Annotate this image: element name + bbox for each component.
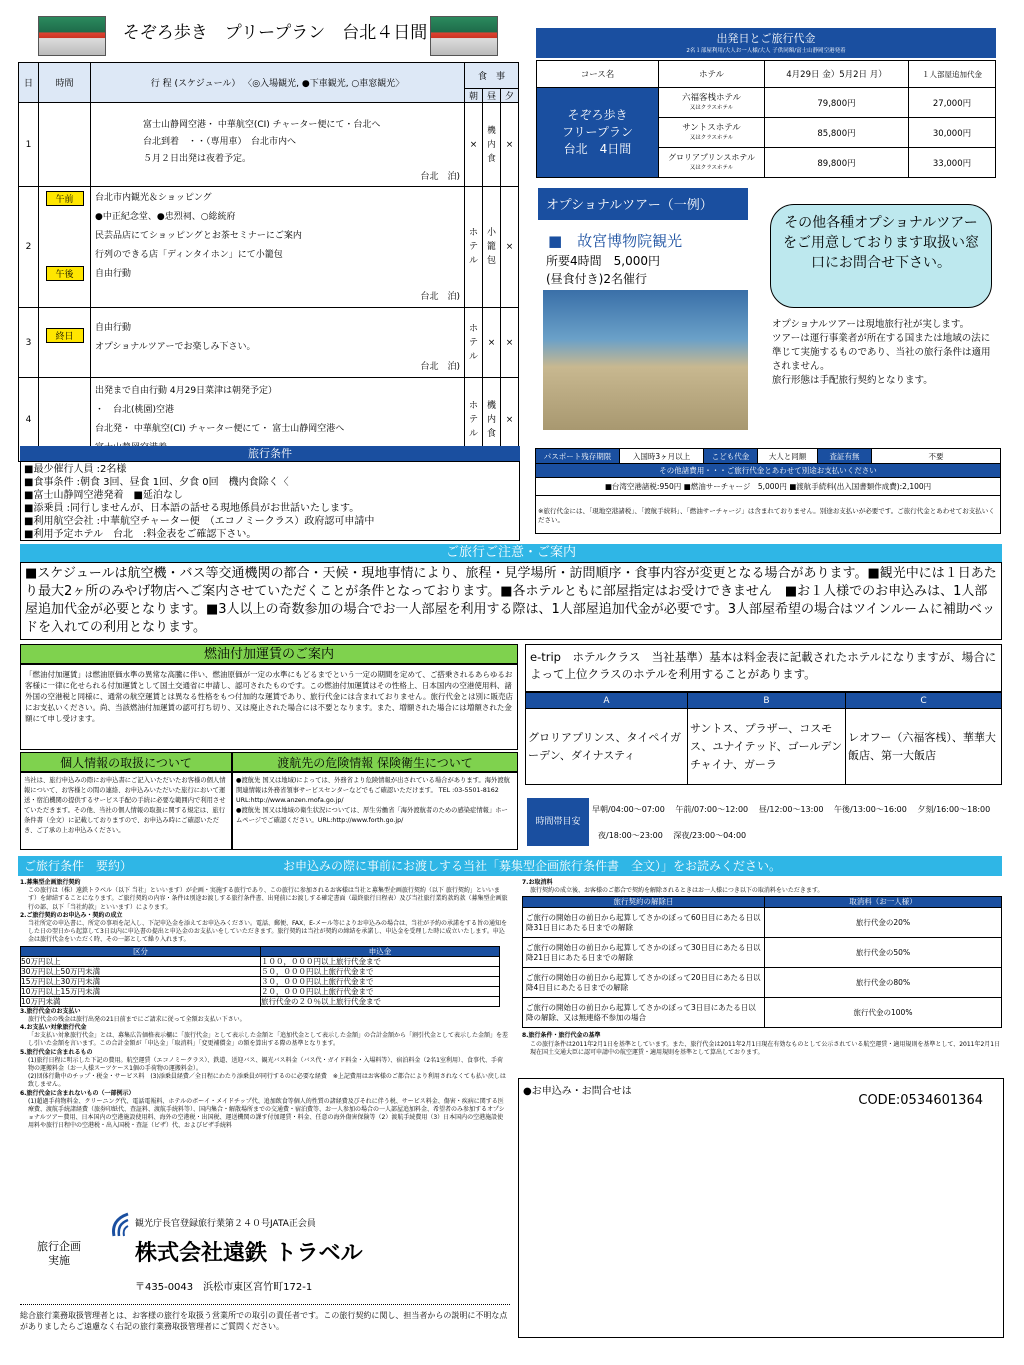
contact-code: CODE:0534601364 [858,1093,983,1108]
schedule-table: 日 時間 行 程 (スケジュール） 〈◎入場観光, ●下車観光, ○車窓観光〉 食 事 朝 昼 夕 1 富士山静岡空港・ 中華航空(CI) チャーター便にて・台北へ 台北到着 ・・（専用車） 台北市内へ ５月２日出発は夜着予定。 台北 泊) × 機内食 × 2 午前 午後 台北市内観光＆ショッピング ●中正紀念堂、●忠烈祠、○総統府 民芸品店にてショッピングとお茶セミナーにご案内 行列のできる店「ディンタイホン」にて小籠包 自由行動 台北 泊) ホテル 小籠包 × 3 終日 自由行動 オプショナルツアーでお楽しみ下さい。 台北 泊) ホテル × × 4 出発まで自由行動 4月29日菜津は朝発予定） ・ 台北(桃園)空港 台北発・ 中華航空(CI) チャーター便にて・ 富士山静岡空港へ ホテル 機内食 × [18,62,519,462]
h-m1: 朝 [465,89,483,103]
caution-title: ご旅行ご注意・ご案内 [20,544,1002,562]
contact-box [518,1078,1004,1338]
tag-allday: 終日 [46,328,84,343]
page-title: そぞろ歩き プリープラン 台北４日間 [122,23,428,43]
hotelclass-table: A B C グロリアプリンス、タイペイガーデン、ダイナスティ サントス、プラザー、コスモス、ユナイテッド、ゴールデンチャイナ、ガーラ レオフー（六福客桟）、華華大飯店、第一大飯店 [525,692,1002,785]
tag-am: 午前 [46,191,84,206]
h-meal: 食 事 [465,63,519,89]
museum-photo [543,290,748,430]
price-header: 出発日とご旅行代金 2名１部屋利用/大人お一人様/大人 子供同額/富士山静岡空港発着 [536,28,996,58]
h-itin: 行 程 (スケジュール） 〈◎入場観光, ●下車観光, ○車窓観光〉 [91,63,465,103]
time-line2: 夜/18:00～23:00 深夜/23:00～04:00 [598,831,747,840]
privacy-title: 個人情報の取扱について [20,752,232,772]
course-name: そぞろ歩き フリープラン 台北 4日間 [537,88,659,178]
hotelclass-text: e-trip ホテルクラス 当社基準）基本は料金表に記載されたホテルになりますが、場合によって上位クラスのホテルを利用することがあります。 [525,644,1002,692]
passport-table: パスポート残存期限 入国時3ヶ月以上 こども代金 大人と同額 査証有無 不要 その他諸費用・・・ご旅行代金とあわせて別途お支払いください ■台湾空港諸税:950円 ■燃油サーチャージ 5,000円 ■渡航手続料(出入国書類作成費):2,100円 ※旅行代金には、「現地空港諸税」、「渡航手続料」、「燃油サーチャージ」は含まれておりません。別途お支払いが必要です。ご旅行代金とあわせてお支払いください。 [535,448,1001,534]
option-meal: (昼食付き)2名催行 [546,272,647,286]
h-m2: 昼 [483,89,501,103]
company-divider [20,1304,510,1305]
day-1: 1 [19,103,39,187]
company-foot: 総合旅行業務取扱管理者とは、お客様の旅行を取扱う営業所での取引の責任者です。この旅行契約に関し、担当者からの説明に不明な点がありましたらご遠慮なく右記の旅行業務取扱管理者にご質問ください。 [20,1311,508,1331]
terms-bar: ご旅行条件 要約） お申込みの際に事前にお渡しする当社「募集型企画旅行条件書 全文）」をお読みください。 [18,856,1002,876]
danger-body: ●渡航先 国又は地域)によっては、外務省より危険情報が出されている場合があります。海外渡航関連情報は外務省領事サービスセンターなどでもご確認いただけます。 TEL :03-5501-8162 URL:http://www.anzen.mofa.go.jp/ ●渡航先 国又は地域の衛生状況については、厚生労働省「海外渡航者のための感染症情報」ホームページでご確認ください。URL:http://www.forth.go.jp/ [232,772,518,850]
itin-4: 出発まで自由行動 4月29日菜津は朝発予定） ・ 台北(桃園)空港 台北発・ 中華航空(CI) チャーター便にて・ 富士山静岡空港へ [91,378,465,462]
title-photo-left [38,16,106,56]
itin-3: 自由行動 オプショナルツアーでお楽しみ下さい。 台北 泊) [91,308,465,378]
option-bubble: その他各種オプショナルツアーをご用意しております取扱い窓口にお問合せ下さい。 [770,204,992,308]
price-table: コース名 ホテル 4月29日 金）5月2日 月） １人部屋追加代金 そぞろ歩き フリープラン 台北 4日間 六福客桟ホテル 又はクラスホテル 79,800円 27,000円 サントスホテル 又はクラスホテル 85,800円 30,000円 グロリアプリンスホテル 又はクラスホテル 89,800円 33,000円 [536,60,996,178]
terms-right: 7.お取消料 旅行契約の成立後、お客様のご都合で契約を解除されるときはお一人様につき以下の取消料をいただきます。 旅行契約の解除日 取消料（お一人様） ご旅行の開始日の前日から起算してさかのぼって60日目にあたる日以降31日目にあたる日までの解除 旅行代金の20% ご旅行の開始日の前日から起算してさかのぼって30日目にあたる日以降21日目にあたる日までの解除 旅行代金の50% ご旅行の開始日の前日から起算してさかのぼって20日目にあたる日以降4日目にあたる日までの解除 旅行代金の80% ご旅行の開始日の前日から起算してさかのぼって3日目にあたる日以降の解除、又は無連絡不参加の場合 旅行代金の100% 8.旅行条件・旅行代金の基準 この旅行条件は2011年2月1日を基準としています。また、旅行代金は2011年2月1日現在有効なものとして公示されている航空運賃・適用規則を基準として、2011年2月1日現在国土交通大臣に認可申請中の航空運賃・適用規則を基準として算出しております。 [522,879,1001,1056]
caution-body: ■スケジュールは航空機・バス等交通機関の都合・天候・現地事情により、旅程・見学場所・訪問順序・食事内容が変更となる場合があります。■観光中には１日あたり最大2ヶ所のみやげ物店へご案内させていただくことが条件となっております。■各ホテルともに部屋指定はお受けできません ■お１人様でのお申込みは、1人部屋追加代金が必要となります。■3人以上の奇数参加の場合でお一人部屋を利用する際は、1人部屋追加代金が必要です。3人部屋希望の場合はツインルームに補助ベッドを入れての利用となります。 [20,562,1002,640]
conditions-title: 旅行条件 [20,446,520,461]
company-logo-icon [108,1212,130,1238]
title-photo-right [430,16,498,56]
terms-left: 1.募集型企画旅行契約 この旅行は（株）遠鉄トラベル（以下 当社」といいます）が企画・実施する旅行であり、この旅行に参加されるお客様は当社と募集型企画旅行契約（以下 旅行契約」といいます）を締結することになります。ご旅行契約の内容・条件は別途お渡しする旅行条件書、出発前にお渡しする確定書面（最終旅行日程表）及び当社旅行業約款約款（募集型企画旅行の部、以下「当社約款」といいます）によります。 2.ご旅行契約のお申込み・契約の成立 当社所定の申込書に、所定の事項を記入し、下記申込金を添えてお申込みください。電話、郵便、FAX、E-メール等によりお申込みの場合は、当社が予約の承諾をする旨の通知をした日の翌日から起算して3日以内に申込書の提出と申込金のお支払いをしていただきます。旅行契約は当社が契約の締結を承諾し、申込金を受理した時に成立いたします。申込金は旅行代金をいただく時、その一部として繰り入れます。 区分 申込金 50万円以上 １００，０００円以上旅行代金まで 30万円以上50万円未満 ５０，０００円以上旅行代金まで 15万円以上30万円未満 ３０，０００円以上旅行代金まで 10万円以上15万円未満 ２０，０００円以上旅行代金まで 10万円未満 旅行代金の２０％以上旅行代金まで 3.旅行代金のお支払い 旅行代金の残金は旅行出発の21日前までにご請求に従って全額お支払い下さい。 4.お支払い対象旅行代金 「お支払い対象旅行代金」とは、募集広告価格表示欄に「旅行代金」として表示した金額と「追加代金として表示した金額」の合計金額から「割引代金として表示した金額」を差し引いた金額を言います。この合計金額が「申込金」「取消料」「変更補償金」の額を算出する際の基準となります。 5.旅行代金に含まれるもの (1)旅行日程に明示した下記の費用。航空運賃（エコノミークラス）、鉄道、送迎バス、観光バス料金（バス代・ガイド料金・入場料等）、宿泊料金（2名1室利用）、食事代、手荷物の運搬料金（お一人様スーツケース1個の手荷物の運搬料金）。 (2)団体行動中のチップ・税金・サービス料 (3)添乗員経費／全日程にわたり添乗員が同行するのに必要な経費 ※上記費用はお客様のご都合により利用されなくても払い戻しは致しません。 6.旅行代金に含まれないもの（一部例示） (1)超過手荷物料金、クリーニング代、電話電報料、ホテルのボーイ・メイドチップ代、追加飲食等個人的性質の諸経費及びそれに伴う税、サービス料金、傷害・疾病に関する医療費、渡航手続諸経費（旅券印紙代、査証料、渡航手続料等）、国内集合・解散場所までの交通費・宿泊費等、お一人参加の場合の一人部屋追加料金、希望者のみ参加するオプショナルツアー費用、日本国内の空港施設使用料、海外の空港税・出国税、運送機関の課す付加運賃・料金、任意の海外傷害保険等（2）渡航手続費用（3）日本国内の空港施設使用料や旅行日程中の空港税・出入国税・査証（ビザ）代、およびビザ手続料 [20,879,509,1130]
conditions-box: ■最少催行人員 :2名様 ■食事条件 :朝食 3回、昼食 1回、夕食 0回 機内食除く〈 ■富士山静岡空港発着 ■延泊なし ■添乗員 :同行しませんが、日本語の話せる現地係員がお世話いたします。 ■利用航空会社 :中華航空チャーター便 （エコノミークラス）政府認可申請中 ■利用予定ホテル 台北 :料金表をご確認下さい。 [20,461,520,541]
itin-1: 富士山静岡空港・ 中華航空(CI) チャーター便にて・台北へ 台北到着 ・・（専用車） 台北市内へ ５月２日出発は夜着予定。 台北 泊) [91,103,465,187]
company-addr: 〒435-0043 浜松市東区宮竹町172-1 [135,1282,313,1293]
h-day: 日 [19,63,39,103]
option-title: オプショナルツアー（一例） [538,188,748,220]
option-note: オプショナルツアーは現地旅行社が実します。 ツアーは運行事業者が所在する国または地域の法に準じて実施するものであり、当社の旅行条件は適用されません。 旅行形態は手配旅行契約となります。 [772,319,991,386]
privacy-body: 当社は、旅行申込みの際にお申込書にご記入いただいたお客様の個人情報について、お客様との間の連絡、お申込みいただいた旅行において運送・宿泊機関の提供するサービス手配の手続に必要な範囲内で利用させていただきます。その他、当社の個人情報の取扱に関する規定は、旅行条件書（全文）に記載しておりますので、お申込み時にご確認いただき、ご了承の上お申込みください。 [20,772,232,850]
contact-label: ●お申込み・お問合せは [523,1086,632,1097]
h-m3: 夕 [501,89,519,103]
h-time: 時間 [39,63,91,103]
option-time: 所要4時間 5,000円 [546,254,660,268]
fuel-body: 「燃油付加運賃」は燃油原価水準の異常な高騰に伴い、燃油原価が一定の水準にもどるまでという一定の期間を定めて、ご搭乗されるあらゆるお客様に一律に化せられる付加運賃として国土交通省に申請し、認可されたものです。この燃油付加運賃はその性格上、日本国内の空港使用料、諸外国の空港税と同様に、通常の航空運賃とは異なる性格をもつ付加的な運賃であり、旅行代金には含まれておりません。旅行代金とは別に販売店にお支払いください。尚、当該燃油付加運賃の認可打ち切り、又は廃止された場合には不要となります。また、増額された場合には増額された金額にて申し受けます。 [20,664,518,750]
fuel-title: 燃油付加運賃のご案内 [20,644,518,664]
company-left: 旅行企画 実施 [37,1240,81,1267]
itin-2: 台北市内観光＆ショッピング ●中正紀念堂、●忠烈祠、○総統府 民芸品店にてショッピングとお茶セミナーにご案内 行列のできる店「ディンタイホン」にて小籠包 自由行動 台北 泊) [91,187,465,308]
option-name: ■ 故宮博物院観光 [548,232,683,250]
tag-pm: 午後 [46,266,84,281]
time-label: 時間帯目安 [527,798,589,846]
company-reg: 観光庁長官登録旅行業第２４０号JATA正会員 [135,1219,316,1229]
time-line1: 早朝/04:00～07:00 午前/07:00～12:00 昼/12:00～13:00 午後/13:00～16:00 夕刻/16:00～18:00 [592,805,991,814]
danger-title: 渡航先の危険情報 保険衛生について [232,752,518,772]
company-name: 株式会社遠鉄 トラベル [135,1241,363,1266]
